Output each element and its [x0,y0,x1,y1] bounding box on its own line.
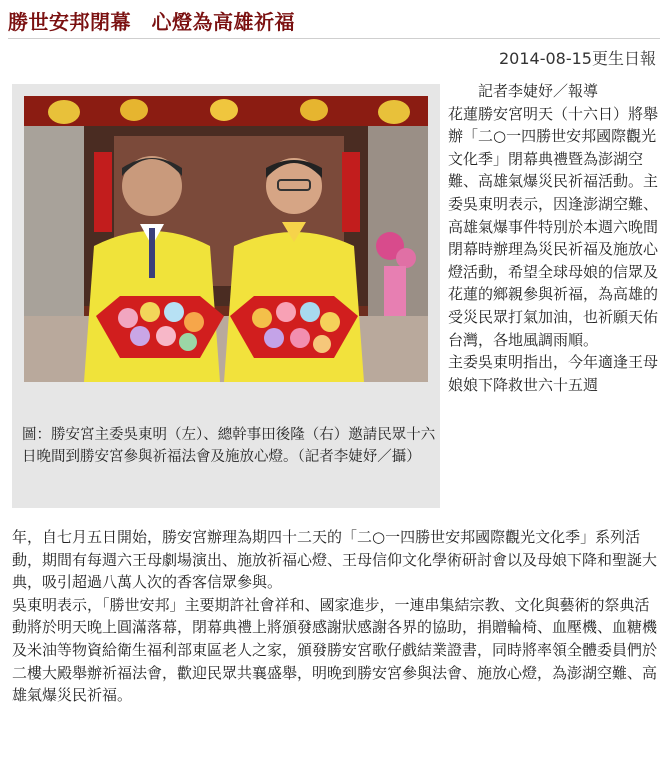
header-divider [8,38,660,39]
full-width-text [12,526,662,707]
byline: 記者李婕妤／報導 [478,82,599,100]
article-date: 2014-08-15 [499,49,592,68]
caption-text: 圖：勝安宮主委吳東明（左）、總幹事田後隆（右）邀請民眾十六日晚間到勝安宮參與祈福法會及施放心燈。（記者李婕妤／攝） [22,427,436,465]
paragraph-2-cont: 年，自七月五日開始，勝安宮辦理為期四十二天的「二○一四勝世安邦國際觀光文化季」系列活動，期間有每週六王母劇場演出、施放祈福心燈、王母信仰文化學術研討會以及母娘下降和聖誕大典，吸引超過八萬人次的香客信眾參與。 [12,528,658,592]
right-column-text [448,80,660,396]
photo [24,96,428,382]
article-headline: 勝世安邦閉幕 心燈為高雄祈福 [8,10,295,34]
paragraph-2-start: 主委吳東明指出，今年適逢王母娘娘下降救世六十五週 [448,353,659,394]
dateline [499,46,656,69]
temple-photo-illustration [24,96,428,382]
paragraph-3: 吳東明表示，「勝世安邦」主要期許社會祥和、國家進步，一連串集結宗教、文化與藝術的祭典活動將於明天晚上圓滿落幕，閉幕典禮上將頒發感謝狀感謝各界的協助，捐贈輪椅、血壓機、血糖機及米油等物資給衛生福利部東區老人之家，頒發勝安宮歌仔戲結業證書，同時將率領全體委員們於二樓大殿舉辦祈福法會，歡迎民眾共襄盛舉，明晚到勝安宮參與法會、施放心燈，為澎湖空難、高雄氣爆災民祈福。 [12,595,658,705]
lead-paragraph: 花蓮勝安宮明天（十六日）將舉辦「二○一四勝世安邦國際觀光文化季」閉幕典禮暨為澎湖空難、高雄氣爆災民祈福活動。主委吳東明表示，因逢澎湖空難、高雄氣爆事件特別於本週六晚間閉幕時辦理為災民祈福及施放心燈活動，希望全球母娘的信眾及花蓮的鄉親參與祈福，為高雄的受災民眾打氣加油，也祈願天佑台灣，各地風調雨順。 [448,104,659,349]
source-name: 更生日報 [591,49,656,68]
photo-caption [22,424,436,468]
photo-figure [12,84,440,508]
